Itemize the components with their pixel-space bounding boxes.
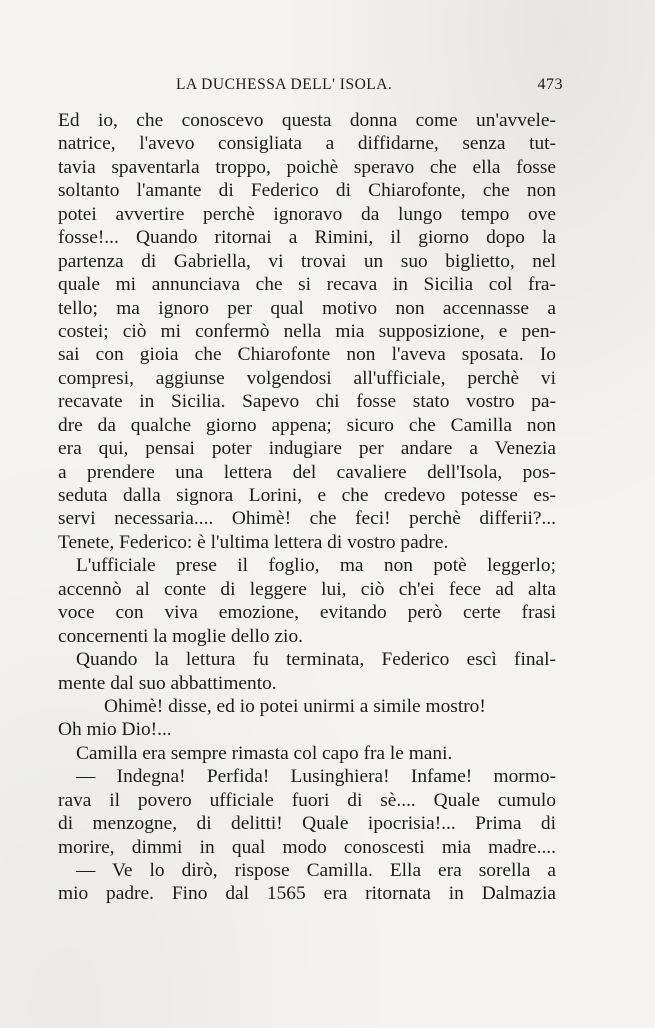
text-line: dre da qualche giorno appena; sicuro che Camilla non bbox=[58, 414, 556, 436]
text-line: Ed io, che conoscevo questa donna come un'avvele- bbox=[58, 110, 556, 131]
text-line: — Indegna! Perfida! Lusinghiera! Infame! mormo- bbox=[76, 766, 556, 788]
text-line: rava il povero ufficiale fuori di sè.... Quale cumulo bbox=[58, 789, 556, 811]
page-number: 473 bbox=[537, 76, 563, 93]
text-line: accennò al conte di leggere lui, ciò ch'ei fece ad alta bbox=[58, 578, 556, 600]
text-line: sai con gioia che Chiarofonte non l'aveva sposata. Io bbox=[58, 344, 556, 366]
text-line: morire, dimmi in qual modo conoscesti mia madre.... bbox=[58, 836, 556, 858]
text-line: mente dal suo abbattimento. bbox=[58, 672, 277, 694]
text-line: — Ve lo dirò, rispose Camilla. Ella era sorella a bbox=[76, 860, 556, 881]
text-line: seduta dalla signora Lorini, e che credevo potesse es- bbox=[58, 485, 556, 506]
text-line: potei avvertire perchè ignoravo da lungo tempo ove bbox=[58, 203, 556, 225]
text-line: Camilla era sempre rimasta col capo fra le mani. bbox=[76, 742, 453, 764]
text-line: concernenti la moglie dello zio. bbox=[58, 625, 303, 647]
text-line: mio padre. Fino dal 1565 era ritornata in Dalmazia bbox=[58, 883, 556, 905]
text-line: natrice, l'avevo consigliata a diffidarne, senza tut- bbox=[58, 133, 556, 155]
text-line: partenza di Gabriella, vi trovai un suo biglietto, nel bbox=[58, 250, 556, 272]
text-line: soltanto l'amante di Federico di Chiarofonte, che non bbox=[58, 180, 556, 202]
text-line: di menzogne, di delitti! Quale ipocrisia!... Prima di bbox=[58, 813, 556, 835]
text-line: fosse!... Quando ritornai a Rimini, il giorno dopo la bbox=[58, 227, 556, 249]
text-line: Tenete, Federico: è l'ultima lettera di vostro padre. bbox=[58, 531, 449, 553]
text-line: L'ufficiale prese il foglio, ma non potè leggerlo; bbox=[76, 555, 556, 577]
body-text bbox=[58, 109, 556, 906]
text-line: compresi, aggiunse volgendosi all'ufficiale, perchè vi bbox=[58, 367, 556, 389]
text-line: tello; ma ignoro per qual motivo non accennasse a bbox=[58, 297, 556, 319]
text-line: voce con viva emozione, evitando però certe frasi bbox=[58, 602, 556, 624]
text-line: era qui, pensai poter indugiare per andare a Venezia bbox=[58, 438, 556, 460]
text-line: Ohimè! disse, ed io potei unirmi a simile mostro! bbox=[104, 695, 486, 717]
running-title: LA DUCHESSA DELL' ISOLA. bbox=[176, 76, 393, 93]
text-line: a prendere una lettera del cavaliere dell'Isola, pos- bbox=[58, 461, 556, 483]
text-line: servi necessaria.... Ohimè! che feci! perchè differii?... bbox=[58, 508, 556, 530]
text-line: Quando la lettura fu terminata, Federico escì final- bbox=[76, 649, 556, 671]
running-head bbox=[56, 76, 563, 96]
text-line: costei; ciò mi confermò nella mia supposizione, e pen- bbox=[58, 320, 556, 342]
text-line: recavate in Sicilia. Sapevo chi fosse stato vostro pa- bbox=[58, 391, 556, 413]
text-line: quale mi annunciava che si recava in Sicilia col fra- bbox=[58, 274, 556, 296]
text-line: Oh mio Dio!... bbox=[58, 719, 172, 741]
text-line: tavia spaventarla troppo, poichè speravo che ella fosse bbox=[58, 156, 556, 178]
